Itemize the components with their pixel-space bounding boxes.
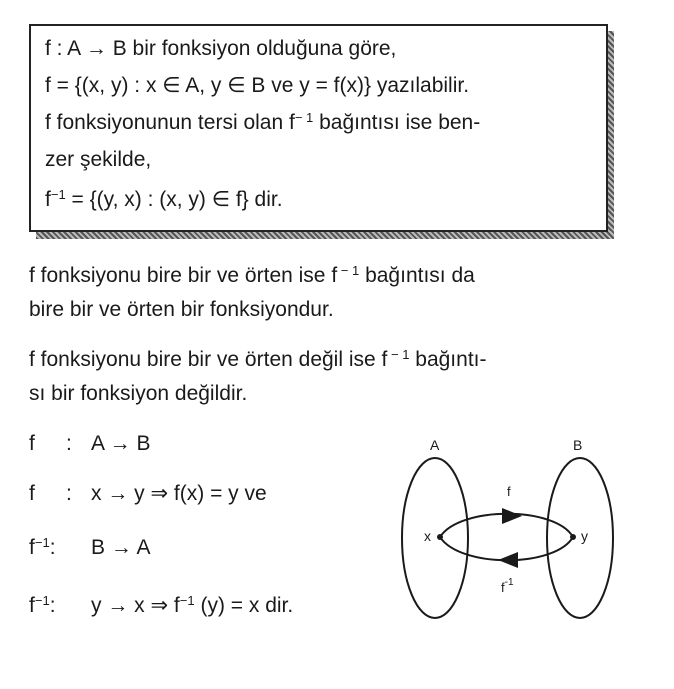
box-line-4: zer şekilde, (45, 148, 152, 171)
point-x-label: x (424, 528, 431, 544)
box-line-5: $f^{-1} = \{(y$, x) : (x, y) ∈ f} dir. (45, 186, 283, 211)
math-row-3-f: $f^{-1}$: (29, 534, 56, 559)
paragraph-1-line-2: bire bir ve örten bir fonksiyondur. (29, 298, 334, 321)
arrow-f (440, 514, 573, 537)
box-line-1: f : A → B bir fonksiyon olduğuna göre, (45, 37, 397, 60)
paragraph-1-line-1: f fonksiyonu bire bir ve örten ise f $^{- 1}$ bağıntısı da (29, 262, 475, 287)
math-row-2-expr: x → y ⇒ f(x) = y ve (91, 482, 267, 505)
math-row-2-colon: : (66, 482, 72, 505)
box-line-3: f fonksiyonunun tersi olan $f^{- 1}$ bağıntısı ise ben- (45, 109, 481, 134)
paragraph-2-line-2: sı bir fonksiyon değildir. (29, 382, 248, 405)
arrow-f-inverse (440, 537, 573, 560)
math-row-1-colon: : (66, 432, 72, 455)
arrow-f-inverse-label: $f^{-1}$ (501, 577, 514, 595)
math-row-2-f: f (29, 482, 35, 505)
math-row-4-expr: y → x ⇒ $f^{-1}$ (y) = x dir. (91, 592, 294, 617)
inverse-function-diagram (380, 420, 630, 630)
math-row-1-expr: A → B (91, 432, 151, 455)
math-row-4-f: $f^{-1}$: (29, 592, 56, 617)
set-a-label: A (430, 437, 440, 453)
set-b-ellipse (547, 458, 613, 618)
box-shadow-bottom (36, 231, 614, 239)
math-row-3-expr: B → A (91, 536, 151, 559)
set-b-label: B (573, 437, 583, 453)
arrow-f-label: f (507, 484, 511, 499)
set-a-ellipse (402, 458, 468, 618)
box-shadow-right (607, 31, 614, 239)
math-row-1-f: f (29, 432, 35, 455)
paragraph-2-line-1: f fonksiyonu bire bir ve örten değil ise f $^{- 1}$ bağıntı- (29, 346, 487, 371)
point-y-label: y (581, 528, 588, 544)
box-line-2: f = {(x, y) : x ∈ A, y ∈ B ve y = f(x)} yazılabilir. (45, 74, 470, 97)
